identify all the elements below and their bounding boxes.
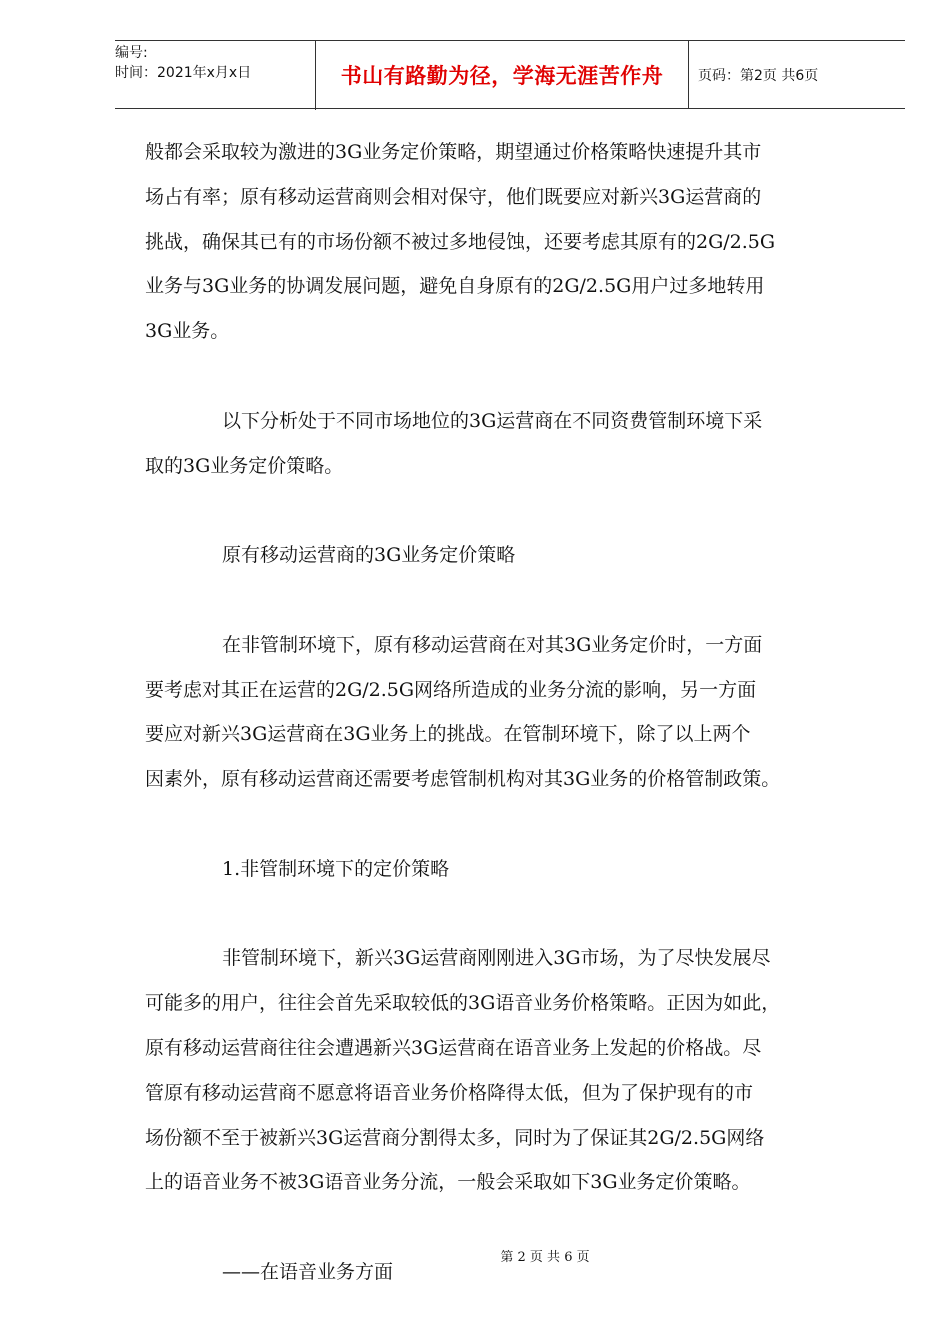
page-header xyxy=(115,40,905,109)
text-line: 可能多的用户，往往会首先采取较低的3G语音业务价格策略。正因为如此， xyxy=(145,992,781,1015)
document-body xyxy=(145,130,890,1295)
paragraph-1 xyxy=(145,130,890,354)
text-line: 要考虑对其正在运营的2G/2.5G网络所造成的业务分流的影响，另一方面 xyxy=(145,678,757,701)
text-line: 场占有率；原有移动运营商则会相对保守，他们既要应对新兴3G运营商的 xyxy=(145,185,762,208)
text-line: 以下分析处于不同市场地位的3G运营商在不同资费管制环境下采 xyxy=(222,409,763,432)
subsection-heading: 1.非管制环境下的定价策略 xyxy=(222,857,450,880)
page-footer: 第 2 页 共 6 页 xyxy=(500,1250,590,1265)
text-line: 3G业务。 xyxy=(145,320,230,343)
text-line: 上的语音业务不被3G语音业务分流，一般会采取如下3G业务定价策略。 xyxy=(145,1171,751,1194)
text-line: 业务与3G业务的协调发展问题，避免自身原有的2G/2.5G用户过多地转用 xyxy=(145,275,765,298)
number-label: 编号: xyxy=(115,45,148,61)
paragraph-3 xyxy=(145,623,890,802)
text-line: 原有移动运营商往往会遭遇新兴3G运营商在语音业务上发起的价格战。尽 xyxy=(145,1036,762,1059)
text-line: 要应对新兴3G运营商在3G业务上的挑战。在管制环境下，除了以上两个 xyxy=(145,723,751,746)
paragraph-2 xyxy=(145,399,890,489)
list-heading: ——在语音业务方面 xyxy=(222,1260,394,1283)
text-line: 挑战，确保其已有的市场份额不被过多地侵蚀，还要考虑其原有的2G/2.5G xyxy=(145,230,776,253)
text-line: 在非管制环境下，原有移动运营商在对其3G业务定价时，一方面 xyxy=(222,633,763,656)
header-page-info: 页码：第2页 共6页 xyxy=(698,67,819,84)
text-line: 般都会采取较为激进的3G业务定价策略，期望通过价格策略快速提升其市 xyxy=(145,141,762,163)
text-line: 因素外，原有移动运营商还需要考虑管制机构对其3G业务的价格管制政策。 xyxy=(145,768,781,791)
time-label: 时间：2021年x月x日 xyxy=(115,65,252,81)
section-heading: 原有移动运营商的3G业务定价策略 xyxy=(222,544,516,567)
header-meta xyxy=(115,41,316,110)
text-line: 管原有移动运营商不愿意将语音业务价格降得太低，但为了保护现有的市 xyxy=(145,1081,754,1104)
paragraph-4 xyxy=(145,936,890,1205)
text-line: 非管制环境下，新兴3G运营商刚刚进入3G市场，为了尽快发展尽 xyxy=(222,947,771,970)
text-line: 场份额不至于被新兴3G运营商分割得太多，同时为了保证其2G/2.5G网络 xyxy=(145,1126,765,1149)
text-line: 取的3G业务定价策略。 xyxy=(145,454,344,477)
header-motto: 书山有路勤为径，学海无涯苦作舟 xyxy=(316,41,689,108)
